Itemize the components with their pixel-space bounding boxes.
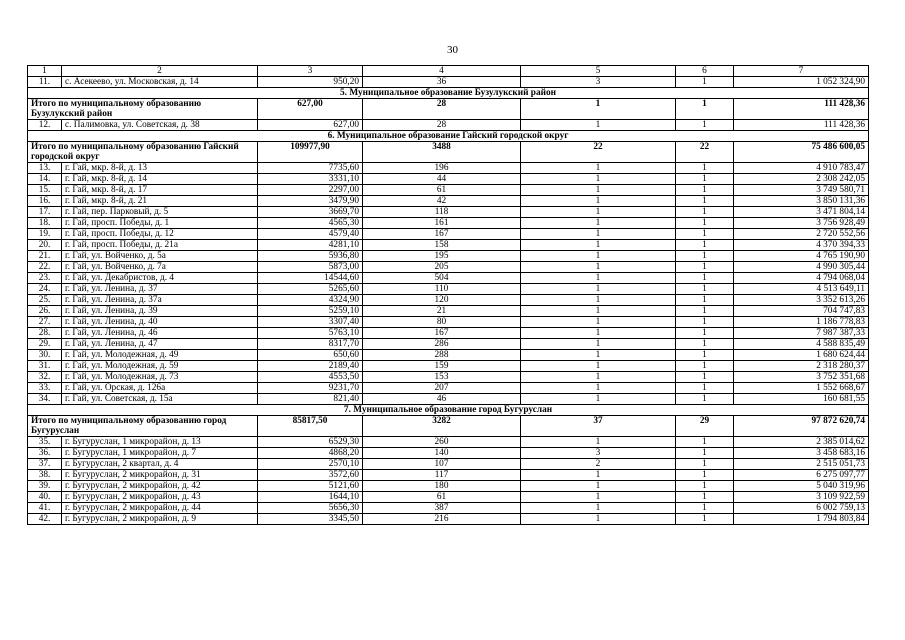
table-row	[28, 350, 869, 361]
row-number: 21.	[28, 251, 62, 262]
subtotal-cost: 75 486 600,05	[734, 142, 869, 163]
row-cost: 3 458 683,16	[734, 448, 869, 459]
row-address: г. Гай, ул. Ленина, д. 37а	[62, 295, 258, 306]
row-people: 286	[363, 339, 521, 350]
table-row	[28, 394, 869, 405]
table-row	[28, 339, 869, 350]
row-area: 3572,60	[258, 470, 363, 481]
row-people: 161	[363, 218, 521, 229]
row-col5: 1	[521, 328, 676, 339]
subtotal-people: 3282	[363, 416, 521, 437]
subtotal-area: 109977,90	[258, 142, 363, 163]
table-row	[28, 448, 869, 459]
row-people: 159	[363, 361, 521, 372]
row-number: 41.	[28, 503, 62, 514]
row-col6: 1	[676, 262, 734, 273]
table-row	[28, 229, 869, 240]
row-col5: 1	[521, 262, 676, 273]
row-area: 1644,10	[258, 492, 363, 503]
row-area: 14544,60	[258, 273, 363, 284]
row-area: 821,40	[258, 394, 363, 405]
row-cost: 2 318 280,37	[734, 361, 869, 372]
row-col5: 2	[521, 459, 676, 470]
row-area: 4324,90	[258, 295, 363, 306]
row-address: г. Гай, ул. Советская, д. 15а	[62, 394, 258, 405]
row-col6: 1	[676, 339, 734, 350]
row-col6: 1	[676, 251, 734, 262]
row-col6: 1	[676, 163, 734, 174]
row-number: 29.	[28, 339, 62, 350]
row-cost: 111 428,36	[734, 120, 869, 131]
section-header-row	[28, 131, 869, 142]
row-area: 2570,10	[258, 459, 363, 470]
row-area: 5873,00	[258, 262, 363, 273]
row-area: 4579,40	[258, 229, 363, 240]
row-number: 13.	[28, 163, 62, 174]
subtotal-row	[28, 99, 869, 120]
row-number: 37.	[28, 459, 62, 470]
row-number: 39.	[28, 481, 62, 492]
row-area: 2189,40	[258, 361, 363, 372]
row-col5: 1	[521, 273, 676, 284]
row-area: 3307,40	[258, 317, 363, 328]
row-address: г. Гай, ул. Молодежная, д. 49	[62, 350, 258, 361]
row-people: 387	[363, 503, 521, 514]
row-area: 4565,30	[258, 218, 363, 229]
row-col5: 3	[521, 448, 676, 459]
row-col5: 1	[521, 185, 676, 196]
row-address: г. Гай, ул. Ленина, д. 47	[62, 339, 258, 350]
subtotal-col6: 22	[676, 142, 734, 163]
row-area: 3331,10	[258, 174, 363, 185]
row-col6: 1	[676, 207, 734, 218]
row-cost: 4 588 835,49	[734, 339, 869, 350]
row-address: г. Гай, просп. Победы, д. 21а	[62, 240, 258, 251]
row-people: 44	[363, 174, 521, 185]
row-area: 950,20	[258, 77, 363, 88]
table-row	[28, 120, 869, 131]
row-cost: 4 513 649,11	[734, 284, 869, 295]
table-row	[28, 503, 869, 514]
row-number: 19.	[28, 229, 62, 240]
row-area: 2297,00	[258, 185, 363, 196]
row-col5: 1	[521, 470, 676, 481]
table-row	[28, 372, 869, 383]
row-number: 40.	[28, 492, 62, 503]
row-col5: 1	[521, 481, 676, 492]
row-area: 4868,20	[258, 448, 363, 459]
table-row	[28, 240, 869, 251]
row-number: 28.	[28, 328, 62, 339]
table-row	[28, 218, 869, 229]
row-cost: 4 765 190,90	[734, 251, 869, 262]
row-people: 21	[363, 306, 521, 317]
row-area: 3479,90	[258, 196, 363, 207]
row-cost: 1 794 803,84	[734, 514, 869, 525]
row-area: 5656,30	[258, 503, 363, 514]
row-col6: 1	[676, 437, 734, 448]
row-address: г. Бугуруслан, 1 микрорайон, д. 7	[62, 448, 258, 459]
row-people: 260	[363, 437, 521, 448]
row-people: 205	[363, 262, 521, 273]
row-address: г. Гай, ул. Войченко, д. 5а	[62, 251, 258, 262]
header-cell: 3	[258, 66, 363, 77]
row-area: 6529,30	[258, 437, 363, 448]
row-people: 80	[363, 317, 521, 328]
row-col6: 1	[676, 361, 734, 372]
row-area: 5265,60	[258, 284, 363, 295]
row-number: 42.	[28, 514, 62, 525]
table-row	[28, 251, 869, 262]
row-area: 650,60	[258, 350, 363, 361]
row-address: г. Гай, ул. Ленина, д. 46	[62, 328, 258, 339]
row-people: 120	[363, 295, 521, 306]
header-cell: 1	[28, 66, 62, 77]
row-cost: 4 990 305,44	[734, 262, 869, 273]
row-cost: 6 275 097,77	[734, 470, 869, 481]
row-col6: 1	[676, 306, 734, 317]
row-people: 36	[363, 77, 521, 88]
row-people: 167	[363, 328, 521, 339]
row-cost: 1 552 668,67	[734, 383, 869, 394]
table-row	[28, 470, 869, 481]
section-header-row	[28, 88, 869, 99]
table-row	[28, 317, 869, 328]
table-row	[28, 514, 869, 525]
row-col6: 1	[676, 394, 734, 405]
header-cell: 4	[363, 66, 521, 77]
row-address: г. Гай, мкр. 8-й, д. 17	[62, 185, 258, 196]
row-col5: 1	[521, 163, 676, 174]
subtotal-col6: 1	[676, 99, 734, 120]
row-col5: 1	[521, 503, 676, 514]
row-col5: 1	[521, 383, 676, 394]
table-row	[28, 459, 869, 470]
header-cell: 6	[676, 66, 734, 77]
row-cost: 3 749 580,71	[734, 185, 869, 196]
row-col6: 1	[676, 383, 734, 394]
row-number: 22.	[28, 262, 62, 273]
row-col5: 1	[521, 306, 676, 317]
row-people: 28	[363, 120, 521, 131]
row-address: г. Гай, мкр. 8-й, д. 21	[62, 196, 258, 207]
row-address: г. Гай, ул. Ленина, д. 39	[62, 306, 258, 317]
row-people: 118	[363, 207, 521, 218]
table-row	[28, 273, 869, 284]
header-cell: 5	[521, 66, 676, 77]
row-col5: 1	[521, 174, 676, 185]
row-people: 42	[363, 196, 521, 207]
row-cost: 2 515 051,73	[734, 459, 869, 470]
row-people: 180	[363, 481, 521, 492]
table-body	[28, 66, 869, 525]
row-number: 20.	[28, 240, 62, 251]
row-number: 23.	[28, 273, 62, 284]
row-col6: 1	[676, 481, 734, 492]
header-cell: 2	[62, 66, 258, 77]
row-number: 17.	[28, 207, 62, 218]
row-cost: 2 308 242,05	[734, 174, 869, 185]
row-address: с. Палимовка, ул. Советская, д. 38	[62, 120, 258, 131]
row-col5: 1	[521, 284, 676, 295]
row-number: 31.	[28, 361, 62, 372]
row-col6: 1	[676, 196, 734, 207]
row-number: 14.	[28, 174, 62, 185]
row-col6: 1	[676, 284, 734, 295]
subtotal-row	[28, 142, 869, 163]
row-area: 5936,80	[258, 251, 363, 262]
table-row	[28, 361, 869, 372]
table-row	[28, 185, 869, 196]
row-col6: 1	[676, 503, 734, 514]
row-people: 216	[363, 514, 521, 525]
row-col5: 1	[521, 394, 676, 405]
row-col6: 1	[676, 448, 734, 459]
row-address: г. Гай, ул. Молодежная, д. 73	[62, 372, 258, 383]
row-col6: 1	[676, 185, 734, 196]
row-address: г. Бугуруслан, 2 микрорайон, д. 44	[62, 503, 258, 514]
table-row	[28, 163, 869, 174]
row-address: г. Гай, мкр. 8-й, д. 14	[62, 174, 258, 185]
table-row	[28, 262, 869, 273]
row-col6: 1	[676, 218, 734, 229]
row-col6: 1	[676, 317, 734, 328]
row-col6: 1	[676, 174, 734, 185]
subtotal-area: 85817,50	[258, 416, 363, 437]
row-col6: 1	[676, 229, 734, 240]
row-people: 167	[363, 229, 521, 240]
row-col5: 1	[521, 514, 676, 525]
row-address: г. Бугуруслан, 2 микрорайон, д. 43	[62, 492, 258, 503]
row-col6: 1	[676, 295, 734, 306]
row-col5: 1	[521, 196, 676, 207]
row-col5: 1	[521, 492, 676, 503]
row-col5: 1	[521, 240, 676, 251]
row-cost: 6 002 759,13	[734, 503, 869, 514]
table-row	[28, 77, 869, 88]
row-col6: 1	[676, 492, 734, 503]
row-people: 61	[363, 492, 521, 503]
row-col6: 1	[676, 77, 734, 88]
row-number: 38.	[28, 470, 62, 481]
row-col5: 1	[521, 218, 676, 229]
row-cost: 160 681,55	[734, 394, 869, 405]
row-area: 9231,70	[258, 383, 363, 394]
subtotal-label: Итого по муниципальному образованию Бузулукский район	[28, 99, 258, 120]
subtotal-cost: 111 428,36	[734, 99, 869, 120]
row-col5: 3	[521, 77, 676, 88]
row-cost: 3 352 613,26	[734, 295, 869, 306]
row-cost: 4 370 394,33	[734, 240, 869, 251]
subtotal-col5: 1	[521, 99, 676, 120]
row-area: 627,00	[258, 120, 363, 131]
row-address: г. Бугуруслан, 1 микрорайон, д. 13	[62, 437, 258, 448]
row-col5: 1	[521, 361, 676, 372]
row-number: 15.	[28, 185, 62, 196]
subtotal-col5: 22	[521, 142, 676, 163]
subtotal-people: 3488	[363, 142, 521, 163]
row-col5: 1	[521, 120, 676, 131]
row-people: 110	[363, 284, 521, 295]
table-row	[28, 196, 869, 207]
table-row	[28, 481, 869, 492]
row-cost: 1 186 778,83	[734, 317, 869, 328]
row-number: 27.	[28, 317, 62, 328]
housing-register-table	[27, 65, 869, 525]
row-address: г. Гай, мкр. 8-й, д. 13	[62, 163, 258, 174]
row-col5: 1	[521, 317, 676, 328]
row-number: 25.	[28, 295, 62, 306]
table-row	[28, 284, 869, 295]
row-address: г. Гай, просп. Победы, д. 1	[62, 218, 258, 229]
row-col5: 1	[521, 437, 676, 448]
row-address: г. Гай, ул. Войченко, д. 7а	[62, 262, 258, 273]
row-cost: 704 747,83	[734, 306, 869, 317]
row-number: 18.	[28, 218, 62, 229]
table-row	[28, 295, 869, 306]
row-col6: 1	[676, 240, 734, 251]
row-people: 153	[363, 372, 521, 383]
row-cost: 2 720 552,56	[734, 229, 869, 240]
row-people: 196	[363, 163, 521, 174]
row-col5: 1	[521, 372, 676, 383]
row-address: г. Гай, пер. Парковый, д. 5	[62, 207, 258, 218]
row-cost: 3 756 928,49	[734, 218, 869, 229]
row-address: г. Бугуруслан, 2 микрорайон, д. 42	[62, 481, 258, 492]
row-number: 24.	[28, 284, 62, 295]
table-row	[28, 306, 869, 317]
row-address: г. Гай, ул. Орская, д. 126а	[62, 383, 258, 394]
row-col5: 1	[521, 339, 676, 350]
row-col6: 1	[676, 514, 734, 525]
row-people: 158	[363, 240, 521, 251]
row-col5: 1	[521, 229, 676, 240]
section-title: 6. Муниципальное образование Гайский городской округ	[28, 131, 869, 142]
row-people: 195	[363, 251, 521, 262]
row-people: 107	[363, 459, 521, 470]
row-address: г. Гай, ул. Ленина, д. 40	[62, 317, 258, 328]
table-row	[28, 437, 869, 448]
row-area: 3669,70	[258, 207, 363, 218]
row-col6: 1	[676, 273, 734, 284]
row-number: 36.	[28, 448, 62, 459]
row-people: 207	[363, 383, 521, 394]
row-area: 3345,50	[258, 514, 363, 525]
row-col6: 1	[676, 328, 734, 339]
row-address: г. Гай, ул. Ленина, д. 37	[62, 284, 258, 295]
subtotal-area: 627,00	[258, 99, 363, 120]
section-header-row	[28, 405, 869, 416]
row-number: 33.	[28, 383, 62, 394]
row-address: г. Гай, ул. Молодежная, д. 59	[62, 361, 258, 372]
row-area: 4281,10	[258, 240, 363, 251]
row-col6: 1	[676, 350, 734, 361]
subtotal-label: Итого по муниципальному образованию Гайский городской округ	[28, 142, 258, 163]
row-number: 32.	[28, 372, 62, 383]
header-row	[28, 66, 869, 77]
row-area: 4553,50	[258, 372, 363, 383]
row-number: 35.	[28, 437, 62, 448]
subtotal-col6: 29	[676, 416, 734, 437]
row-cost: 3 752 351,68	[734, 372, 869, 383]
row-cost: 4 794 068,04	[734, 273, 869, 284]
row-col5: 1	[521, 207, 676, 218]
subtotal-cost: 97 872 620,74	[734, 416, 869, 437]
subtotal-label: Итого по муниципальному образованию город Бугуруслан	[28, 416, 258, 437]
row-cost: 1 052 324,90	[734, 77, 869, 88]
row-cost: 2 385 014,62	[734, 437, 869, 448]
row-col5: 1	[521, 350, 676, 361]
header-cell: 7	[734, 66, 869, 77]
row-cost: 1 680 624,44	[734, 350, 869, 361]
row-area: 5121,60	[258, 481, 363, 492]
row-col6: 1	[676, 120, 734, 131]
table-row	[28, 207, 869, 218]
row-cost: 3 471 804,14	[734, 207, 869, 218]
row-cost: 7 987 387,33	[734, 328, 869, 339]
row-address: г. Бугуруслан, 2 микрорайон, д. 9	[62, 514, 258, 525]
row-number: 26.	[28, 306, 62, 317]
table-row	[28, 174, 869, 185]
row-number: 12.	[28, 120, 62, 131]
table-row	[28, 383, 869, 394]
subtotal-people: 28	[363, 99, 521, 120]
table-row	[28, 328, 869, 339]
subtotal-col5: 37	[521, 416, 676, 437]
row-address: г. Гай, ул. Декабристов, д. 4	[62, 273, 258, 284]
row-people: 140	[363, 448, 521, 459]
row-number: 16.	[28, 196, 62, 207]
row-cost: 3 850 131,36	[734, 196, 869, 207]
row-area: 5763,10	[258, 328, 363, 339]
row-cost: 5 040 319,96	[734, 481, 869, 492]
row-address: с. Асекеево, ул. Московская, д. 14	[62, 77, 258, 88]
subtotal-row	[28, 416, 869, 437]
row-number: 11.	[28, 77, 62, 88]
row-area: 8317,70	[258, 339, 363, 350]
row-address: г. Гай, просп. Победы, д. 12	[62, 229, 258, 240]
row-col6: 1	[676, 470, 734, 481]
row-people: 504	[363, 273, 521, 284]
row-col5: 1	[521, 295, 676, 306]
row-address: г. Бугуруслан, 2 квартал, д. 4	[62, 459, 258, 470]
row-number: 34.	[28, 394, 62, 405]
row-number: 30.	[28, 350, 62, 361]
row-area: 7735,60	[258, 163, 363, 174]
row-area: 5259,10	[258, 306, 363, 317]
row-col6: 1	[676, 372, 734, 383]
section-title: 7. Муниципальное образование город Бугуруслан	[28, 405, 869, 416]
section-title: 5. Муниципальное образование Бузулукский район	[28, 88, 869, 99]
table-row	[28, 492, 869, 503]
row-col6: 1	[676, 459, 734, 470]
row-cost: 4 910 783,47	[734, 163, 869, 174]
row-address: г. Бугуруслан, 2 микрорайон, д. 31	[62, 470, 258, 481]
row-people: 117	[363, 470, 521, 481]
row-col5: 1	[521, 251, 676, 262]
row-people: 61	[363, 185, 521, 196]
row-people: 288	[363, 350, 521, 361]
row-people: 46	[363, 394, 521, 405]
row-cost: 3 109 922,59	[734, 492, 869, 503]
page-number: 30	[447, 44, 458, 56]
